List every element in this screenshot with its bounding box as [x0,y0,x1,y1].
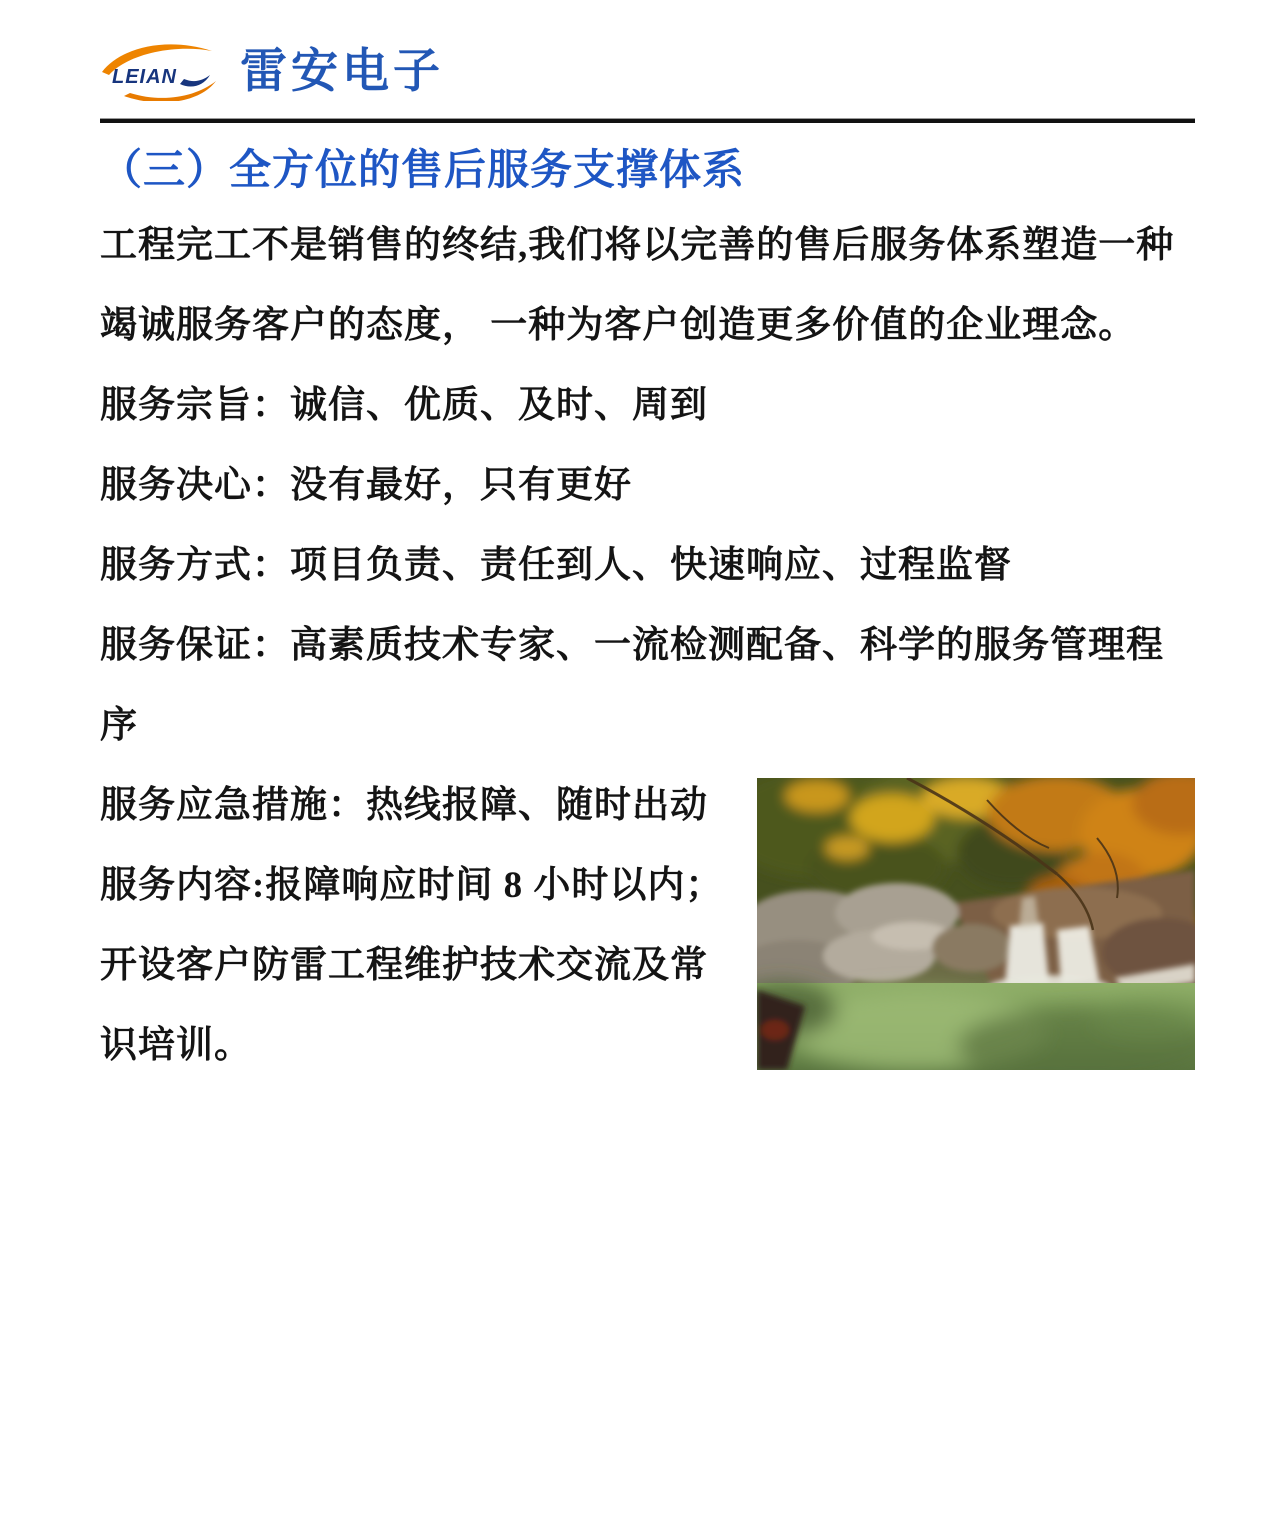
svg-text:LEIAN: LEIAN [112,66,177,88]
paragraph-intro: 工程完工不是销售的终结,我们将以完善的售后服务体系塑造一种竭诚服务客户的态度， 一种为客户创造更多价值的企业理念。 [100,225,1175,346]
leian-logo-icon [100,41,218,101]
autumn-stream-photo [757,778,1195,1070]
paragraph-service-purpose: 服务宗旨：诚信、优质、及时、周到 [100,385,708,426]
body-text [100,206,1195,1086]
paragraph-service-guarantee: 服务保证：高素质技术专家、一流检测配备、科学的服务管理程序 [100,625,1164,746]
header-divider [100,118,1195,123]
paragraph-service-content: 服务内容:报障响应时间 8 小时以内；开设客户防雷工程维护技术交流及常识培训。 [100,865,724,1066]
paragraph-service-method: 服务方式：项目负责、责任到人、快速响应、过程监督 [100,545,1012,586]
page-header [100,0,1195,123]
section-heading: （三）全方位的售后服务支撑体系 [100,148,746,194]
company-name: 雷安电子 [240,44,444,97]
paragraph-service-emergency: 服务应急措施：热线报障、随时出动 [100,785,708,826]
company-logo [100,40,1195,102]
paragraph-service-resolve: 服务决心：没有最好，只有更好 [100,465,632,506]
